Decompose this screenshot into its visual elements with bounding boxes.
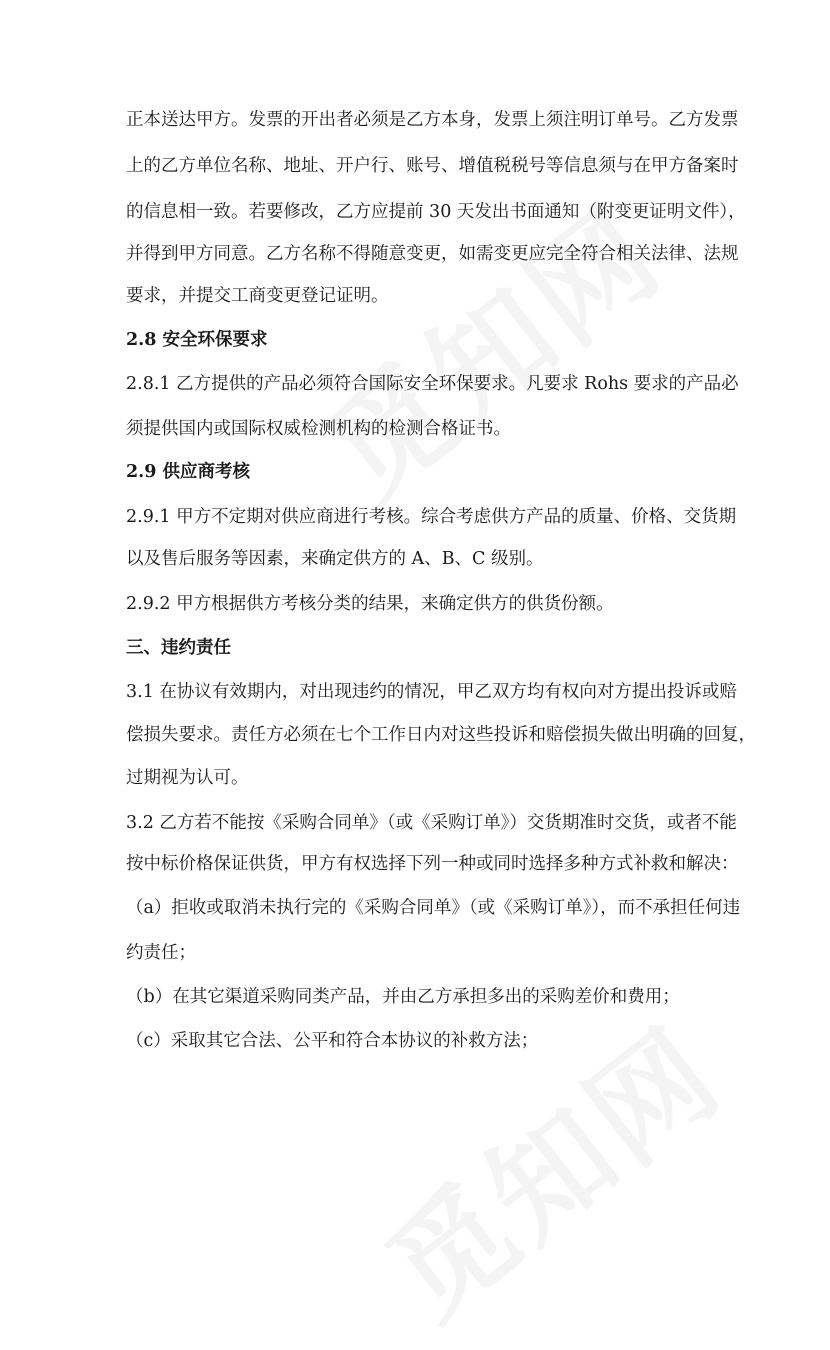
- paragraph-line: 3.2 乙方若不能按《采购合同单》（或《采购订单》）交货期准时交货，或者不能: [126, 813, 737, 833]
- section-heading-2-8: 2.8 安全环保要求: [126, 330, 268, 350]
- paragraph-line: 3.1 在协议有效期内，对出现违约的情况，甲乙双方均有权向对方提出投诉或赔: [126, 682, 737, 702]
- paragraph-line: 2.8.1 乙方提供的产品必须符合国际安全环保要求。凡要求 Rohs 要求的产品必: [126, 374, 739, 394]
- paragraph-line: 须提供国内或国际权威检测机构的检测合格证书。: [126, 419, 511, 439]
- paragraph-line: 上的乙方单位名称、地址、开户行、账号、增值税税号等信息须与在甲方备案时: [126, 156, 739, 176]
- paragraph-line: 以及售后服务等因素，来确定供方的 A、B、C 级别。: [126, 549, 544, 569]
- paragraph-line: 的信息相一致。若要修改，乙方应提前 30 天发出书面通知（附变更证明文件），: [126, 202, 746, 222]
- list-item-c: （c）采取其它合法、公平和符合本协议的补救方法；: [126, 1031, 539, 1051]
- list-item-b: （b）在其它渠道采购同类产品，并由乙方承担多出的采购差价和费用；: [126, 987, 680, 1007]
- paragraph-line: 按中标价格保证供货，甲方有权选择下列一种或同时选择多种方式补救和解决：: [126, 854, 739, 874]
- paragraph-line: 2.9.1 甲方不定期对供应商进行考核。综合考虑供方产品的质量、价格、交货期: [126, 507, 737, 527]
- paragraph-line: 偿损失要求。责任方必须在七个工作日内对这些投诉和赔偿损失做出明确的回复，: [126, 725, 756, 745]
- paragraph-line: 过期视为认可。: [126, 768, 249, 788]
- section-heading-3: 三、违约责任: [126, 638, 231, 658]
- list-item-a-cont: 约责任；: [126, 943, 196, 963]
- list-item-a: （a）拒收或取消未执行完的《采购合同单》（或《采购订单》），而不承担任何违: [126, 898, 741, 918]
- paragraph-line: 并得到甲方同意。乙方名称不得随意变更，如需变更应完全符合相关法律、法规: [126, 244, 739, 264]
- paragraph-line: 2.9.2 甲方根据供方考核分类的结果，来确定供方的供货份额。: [126, 594, 614, 614]
- paragraph-line: 正本送达甲方。发票的开出者必须是乙方本身，发票上须注明订单号。乙方发票: [126, 110, 739, 130]
- section-heading-2-9: 2.9 供应商考核: [126, 462, 251, 482]
- paragraph-line: 要求，并提交工商变更登记证明。: [126, 286, 389, 306]
